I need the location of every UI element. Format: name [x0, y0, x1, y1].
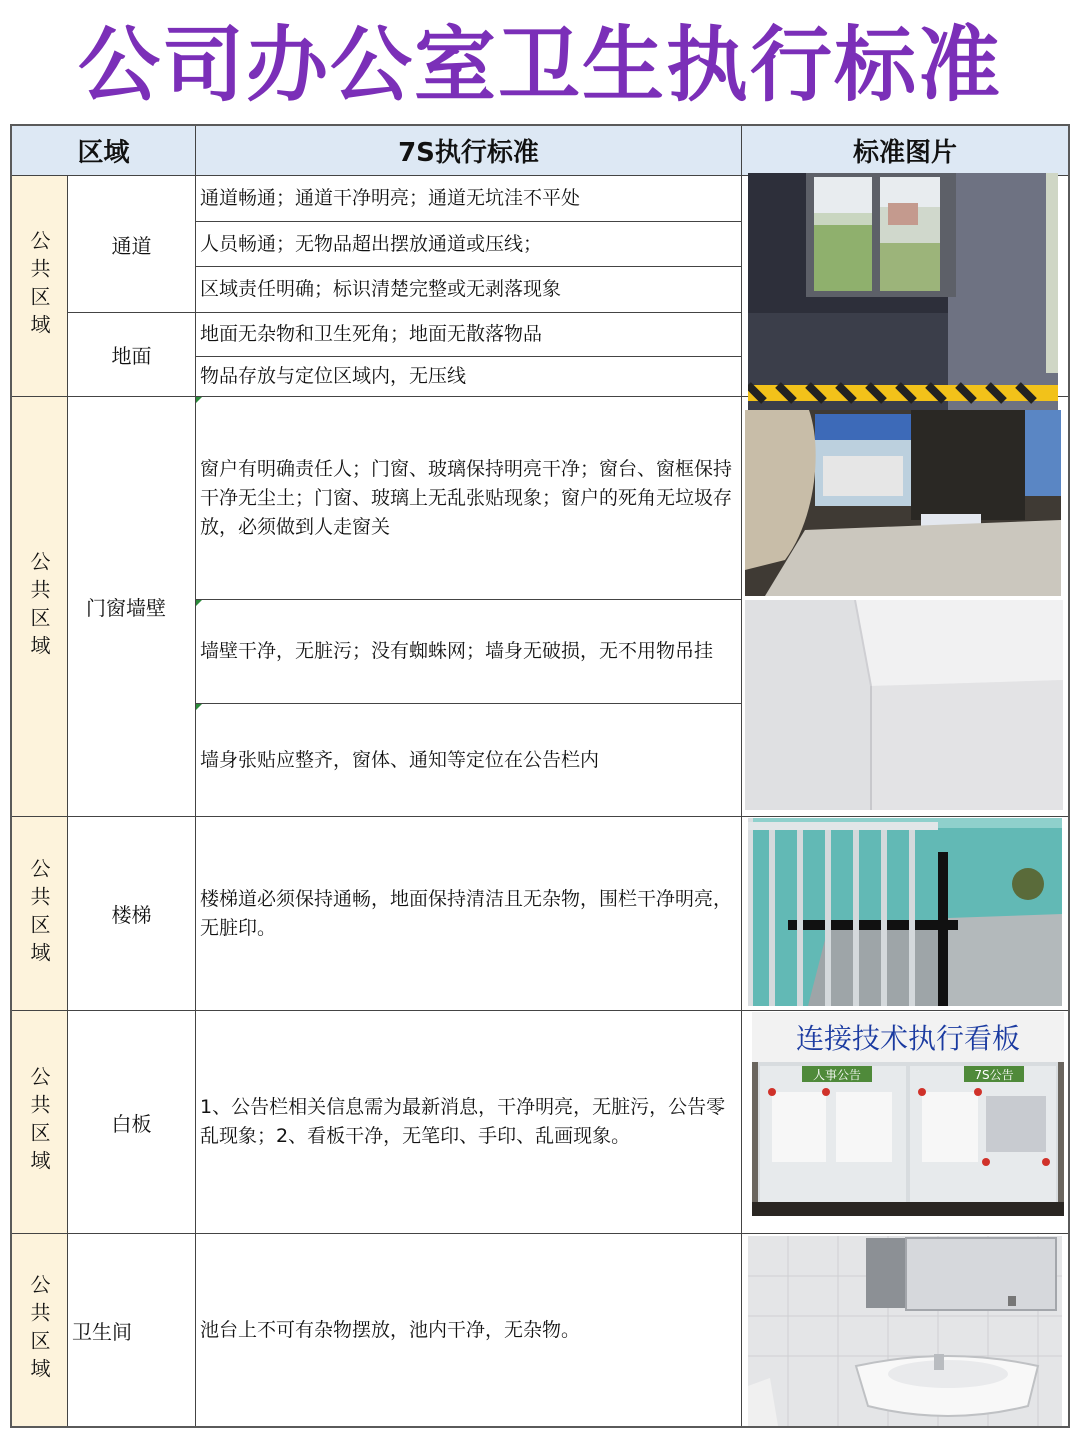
header-standard: 7S执行标准: [196, 126, 742, 176]
cell-marker-icon: [196, 704, 202, 710]
photo-restroom-sink: [748, 1236, 1062, 1426]
photo-notice-board: [752, 1012, 1064, 1216]
standard-text: 通道畅通；通道干净明亮；通道无坑洼不平处: [196, 176, 742, 222]
group-label: 公共区域: [27, 550, 51, 663]
area-restroom: 卫生间: [68, 1234, 196, 1426]
group-cell: [12, 817, 68, 1011]
photo-wall-corner: [745, 600, 1063, 810]
group-cell: [12, 1011, 68, 1234]
standard-text: 地面无杂物和卫生死角；地面无散落物品: [196, 313, 742, 357]
standard-text: 1、公告栏相关信息需为最新消息，干净明亮，无脏污，公告零乱现象；2、看板干净，无笔印、手印、乱画现象。: [196, 1011, 742, 1234]
cell-marker-icon: [196, 600, 202, 606]
group-cell: [12, 176, 68, 397]
standard-text: 墙身张贴应整齐，窗体、通知等定位在公告栏内: [196, 704, 742, 817]
standard-text: 人员畅通；无物品超出摆放通道或压线；: [196, 222, 742, 267]
board-right-tag: 7S公告: [974, 1068, 1014, 1082]
standard-text: 池台上不可有杂物摆放，池内干净，无杂物。: [196, 1234, 742, 1426]
area-stairs: 楼梯: [68, 817, 196, 1011]
header-area: 区域: [12, 126, 196, 176]
cell-marker-icon: [196, 397, 202, 403]
group-cell: [12, 397, 68, 817]
group-label: 公共区域: [27, 1066, 51, 1178]
area-floor: 地面: [68, 313, 196, 397]
area-whiteboard: 白板: [68, 1011, 196, 1234]
area-passage: 通道: [68, 176, 196, 313]
standard-text: 物品存放与定位区域内，无压线: [196, 357, 742, 397]
photo-window-sill: [745, 410, 1061, 596]
photo-stairs: [748, 818, 1062, 1006]
group-cell: [12, 1234, 68, 1426]
standard-text: 楼梯道必须保持通畅，地面保持清洁且无杂物，围栏干净明亮，无脏印。: [196, 817, 742, 1011]
board-left-tag: 人事公告: [812, 1068, 862, 1082]
group-label: 公共区域: [27, 857, 51, 970]
standard-text: 墙壁干净，无脏污；没有蜘蛛网；墙身无破损，无不用物吊挂: [196, 600, 742, 704]
page-title: 公司办公室卫生执行标准: [77, 18, 1002, 113]
standard-text: 窗户有明确责任人；门窗、玻璃保持明亮干净；窗台、窗框保持干净无尘土；门窗、玻璃上无乱张贴现象；窗户的死角无垃圾存放，必须做到人走窗关: [196, 397, 742, 600]
header-image: 标准图片: [742, 126, 1068, 176]
group-label: 公共区域: [27, 230, 51, 342]
standard-text: 区域责任明确；标识清楚完整或无剥落现象: [196, 267, 742, 313]
group-label: 公共区域: [27, 1274, 51, 1386]
board-title: 连接技术执行看板: [795, 1022, 1021, 1055]
photo-corridor-window: [748, 173, 1058, 413]
area-doors-walls: 门窗墙壁: [68, 397, 196, 817]
